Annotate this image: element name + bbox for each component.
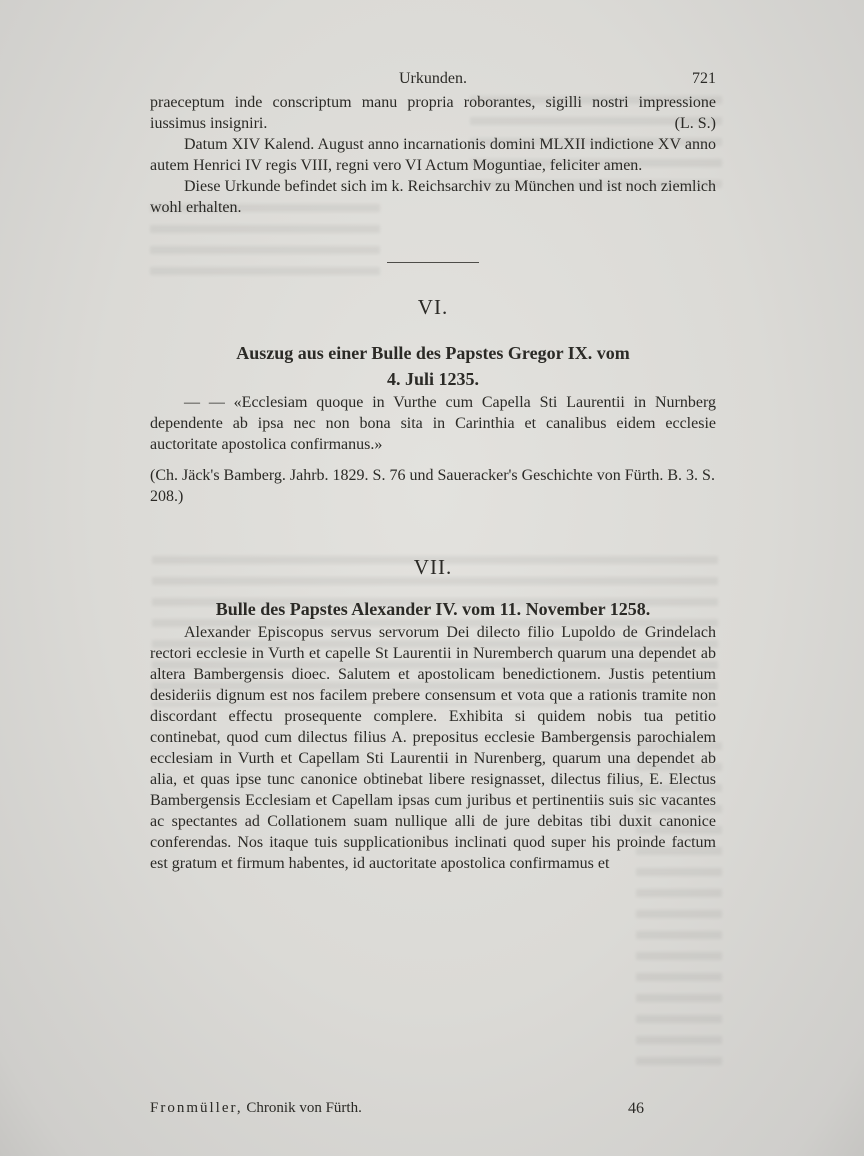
section-vii-title-line: Bulle des Papstes Alexander IV. vom 11. November 1258. xyxy=(215,599,651,619)
section-vi-citation: (Ch. Jäck's Bamberg. Jahrb. 1829. S. 76 und Saueracker's Geschichte von Fürth. B. 3. S. 208.) xyxy=(150,467,715,505)
section-vii-body: Alexander Episcopus servus servorum Dei dilecto filio Lupoldo de Grindelach rectori ecclesie in Vurth et capelle St Laurentii in Nuremberch quarum una dependet ab altera Bambergensis dioec. Salutem et apostolicam benedictionem. Justis petentium desideriis dignum est nos facilem prebere consensum et vota que a rationis tramite non discordant effectu prosequente complere. Exhibita si quidem nobis tua petitio continebat, quod cum dilectus filius A. prepositus ecclesie Bambergensis parochialem ecclesiam in Vurth et Capellam Sti Laurentii in Nurenberg, quarum una dependet ab alia, et quas ipse tunc canonice obtinebat libere resignasset, dilectus filius, E. Electus Bambergensis Ecclesiam et Capellam ipsas cum juribus et pertinentiis suis sic vacantes ac spectantes ad Collationem suam nullique alli de jure debitas tibi duxit canonice conferendas. Nos itaque tuis supplicationibus inclinati quod super his proinde factum est gratum et firmum habentes, id auctoritate apostolica confirmamus et xyxy=(150,624,716,872)
section-vii-title xyxy=(150,596,716,622)
page-number: 721 xyxy=(692,70,716,87)
section-vii-number: VII. xyxy=(413,555,453,579)
footer-signature-work: Chronik von Fürth. xyxy=(246,1100,362,1116)
section-vi-title xyxy=(150,340,716,392)
text-block xyxy=(150,70,716,874)
section-vi-title-line1: Auszug aus einer Bulle des Papstes Gregor IX. vom xyxy=(236,343,630,363)
page-header xyxy=(150,70,716,92)
section-vi-title-line2: 4. Juli 1235. xyxy=(386,369,479,389)
footer-sheet-number: 46 xyxy=(628,1100,644,1117)
archive-note: Diese Urkunde befindet sich im k. Reichsarchiv zu München und ist noch ziemlich wohl erhalten. xyxy=(150,178,716,216)
section-vi-body: — — «Ecclesiam quoque in Vurthe cum Capella Sti Laurentii in Nurnberg dependente ab ipsa nec non bona sita in Carinthia et canalibus eidem ecclesie auctoritate apostolica confirmanus.» xyxy=(150,394,716,453)
charter-closing-text: praeceptum inde conscriptum manu propria roborantes, sigilli nostri impressione iussimus insigniri. xyxy=(150,94,716,132)
seal-mark: (L. S.) xyxy=(674,115,716,132)
charter-datum-paragraph: Datum XIV Kalend. August anno incarnationis domini MLXII indictione XV anno autem Henrici IV regis VIII, regni vero VI Actum Moguntiae, feliciter amen. xyxy=(150,136,716,174)
running-title: Urkunden. xyxy=(399,70,467,87)
section-vi-number: VI. xyxy=(417,295,449,319)
section-divider xyxy=(387,262,479,263)
charter-closing-paragraph xyxy=(150,92,716,134)
footer-signature-author: Fronmüller, xyxy=(150,1100,243,1116)
page-footer xyxy=(150,1100,716,1117)
